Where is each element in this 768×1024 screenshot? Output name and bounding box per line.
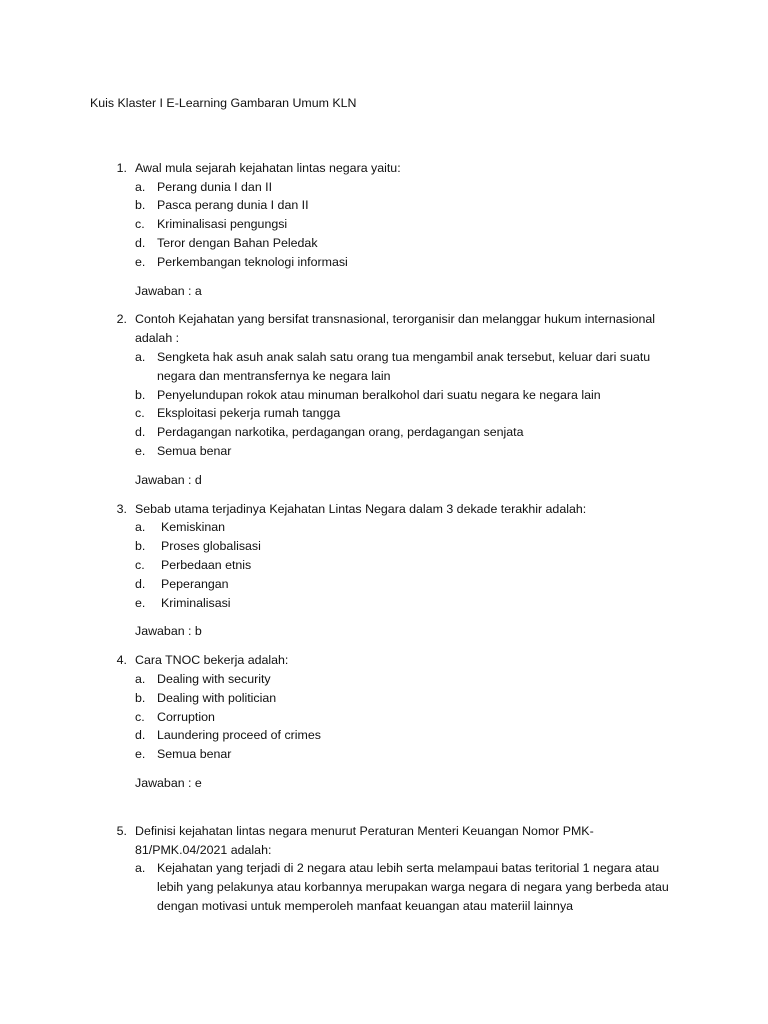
option-letter: a. (135, 520, 146, 535)
option-text: Penyelundupan rokok atau minuman beralkohol dari suatu negara ke negara lain (157, 387, 601, 402)
option-item (135, 404, 678, 423)
question-text: Awal mula sejarah kejahatan lintas negara yaitu: (135, 160, 401, 175)
question-text: Cara TNOC bekerja adalah: (135, 653, 289, 668)
option-item (135, 575, 678, 594)
option-text: Dealing with politician (157, 690, 277, 705)
answer-text: Jawaban : b (135, 624, 202, 639)
question-5 (90, 822, 678, 916)
option-letter: a. (135, 671, 146, 686)
option-text: Semua benar (157, 443, 232, 458)
option-letter: b. (135, 690, 146, 705)
option-list (135, 670, 678, 764)
option-item (135, 215, 678, 234)
option-text: Kriminalisasi (161, 595, 231, 610)
option-item (135, 196, 678, 215)
option-item (135, 594, 678, 613)
option-item (135, 348, 678, 386)
option-letter: c. (135, 709, 145, 724)
option-letter: d. (135, 728, 146, 743)
question-number: 1. (116, 160, 127, 175)
option-text: Eksploitasi pekerja rumah tangga (157, 406, 341, 421)
option-item (135, 423, 678, 442)
answer-text: Jawaban : a (135, 283, 202, 298)
option-text: Semua benar (157, 747, 232, 762)
option-text: Teror dengan Bahan Peledak (157, 235, 318, 250)
option-letter: e. (135, 595, 146, 610)
option-item (135, 670, 678, 689)
answer-text: Jawaban : d (135, 472, 202, 487)
option-item (135, 178, 678, 197)
option-letter: d. (135, 425, 146, 440)
question-text: Sebab utama terjadinya Kejahatan Lintas Negara dalam 3 dekade terakhir adalah: (135, 501, 587, 516)
document-title: Kuis Klaster I E-Learning Gambaran Umum KLN (90, 96, 357, 110)
question-number: 2. (116, 312, 127, 327)
question-4 (90, 651, 678, 793)
option-item (135, 386, 678, 405)
option-letter: e. (135, 254, 146, 269)
option-list (135, 178, 678, 272)
question-number: 3. (116, 501, 127, 516)
option-letter: d. (135, 235, 146, 250)
option-text: Dealing with security (157, 671, 271, 686)
option-letter: c. (135, 406, 145, 421)
option-list (135, 348, 678, 461)
option-letter: a. (135, 861, 146, 876)
option-letter: b. (135, 198, 146, 213)
option-letter: a. (135, 349, 146, 364)
option-letter: b. (135, 387, 146, 402)
option-letter: e. (135, 747, 146, 762)
option-text: Corruption (157, 709, 215, 724)
option-text: Kejahatan yang terjadi di 2 negara atau lebih serta melampaui batas teritorial 1 negara atau lebih yang pelakunya atau korbannya merupakan warga negara di negara yang berbeda atau dengan motivasi untuk memperoleh manfaat keuangan atau materiil lainnya (157, 861, 669, 913)
option-item (135, 518, 678, 537)
option-item (135, 708, 678, 727)
option-list (135, 859, 678, 915)
option-item (135, 726, 678, 745)
option-item (135, 689, 678, 708)
option-list (135, 518, 678, 612)
option-item (135, 442, 678, 461)
option-item (135, 745, 678, 764)
question-text: Definisi kejahatan lintas negara menurut Peraturan Menteri Keuangan Nomor PMK-81/PMK.04/2021 adalah: (135, 823, 594, 857)
option-text: Kriminalisasi pengungsi (157, 217, 288, 232)
option-text: Laundering proceed of crimes (157, 728, 321, 743)
question-number: 5. (116, 823, 127, 838)
option-text: Kemiskinan (161, 520, 226, 535)
option-letter: c. (135, 557, 145, 572)
question-2 (90, 310, 678, 489)
option-text: Sengketa hak asuh anak salah satu orang tua mengambil anak tersebut, keluar dari suatu negara dan mentransfernya ke negara lain (157, 349, 651, 383)
option-letter: b. (135, 539, 146, 554)
option-text: Proses globalisasi (161, 539, 261, 554)
option-item (135, 556, 678, 575)
option-text: Perbedaan etnis (161, 557, 252, 572)
option-text: Perdagangan narkotika, perdagangan orang, perdagangan senjata (157, 425, 524, 440)
option-text: Perkembangan teknologi informasi (157, 254, 348, 269)
question-number: 4. (116, 653, 127, 668)
option-item (135, 537, 678, 556)
option-text: Perang dunia I dan II (157, 179, 273, 194)
option-text: Peperangan (161, 576, 229, 591)
option-item (135, 859, 678, 915)
option-letter: a. (135, 179, 146, 194)
option-letter: c. (135, 217, 145, 232)
question-3 (90, 500, 678, 642)
answer-text: Jawaban : e (135, 775, 202, 790)
question-text: Contoh Kejahatan yang bersifat transnasional, terorganisir dan melanggar hukum internasional adalah : (135, 312, 656, 346)
question-1 (90, 159, 678, 301)
option-text: Pasca perang dunia I dan II (157, 198, 309, 213)
option-item (135, 234, 678, 253)
option-item (135, 253, 678, 272)
option-letter: d. (135, 576, 146, 591)
option-letter: e. (135, 443, 146, 458)
